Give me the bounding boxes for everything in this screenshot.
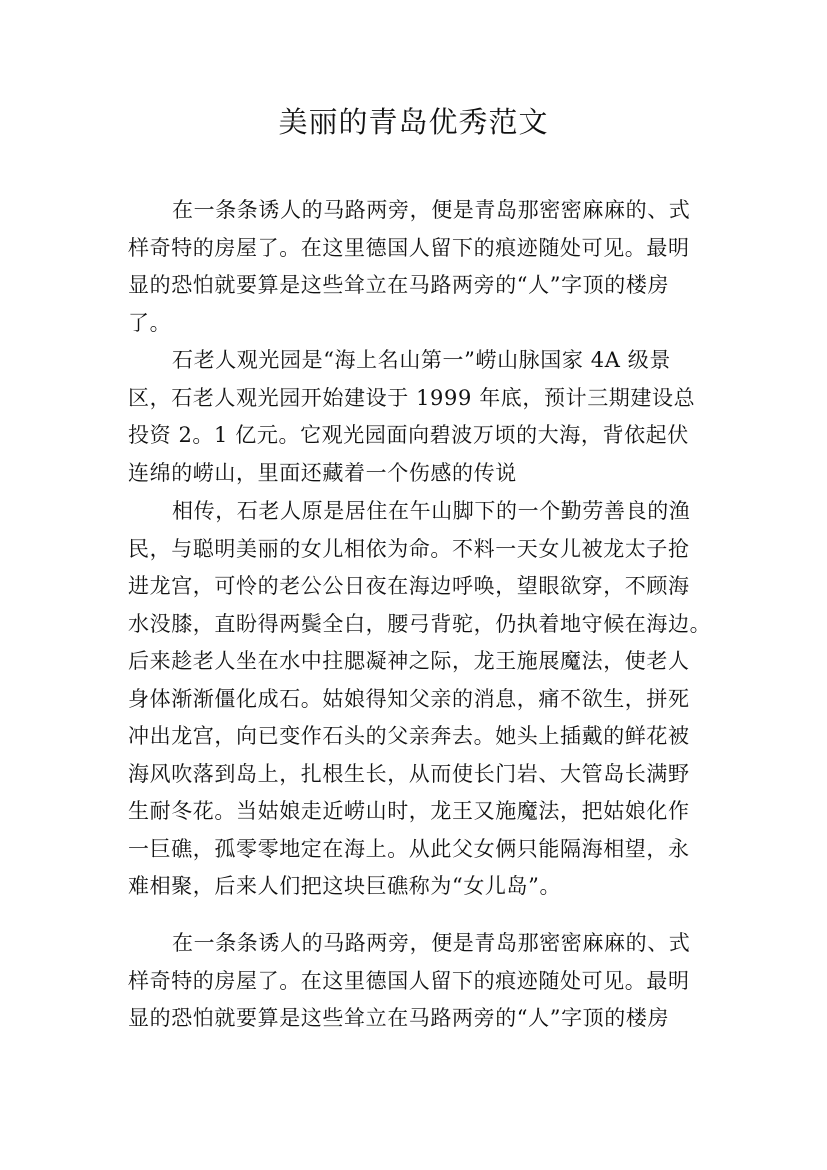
text-line: 投资 2。1 亿元。它观光园面向碧波万顷的大海，背依起伏: [128, 423, 689, 447]
text-line: 水没膝，直盼得两鬓全白，腰弓背驼，仍执着地守候在海边。: [128, 611, 712, 636]
paragraph-4: [128, 925, 700, 1038]
text-line: 身体渐渐僵化成石。姑娘得知父亲的消息，痛不欲生，拼死: [128, 686, 690, 711]
text-line: 一巨礁，孤零零地定在海上。从此父女俩只能隔海相望，永: [128, 836, 690, 861]
text-line: 民，与聪明美丽的女儿相依为命。不料一天女儿被龙太子抢: [128, 536, 690, 561]
text-line: 在一条条诱人的马路两旁，便是青岛那密密麻麻的、式: [172, 198, 691, 222]
paragraph-1: [128, 192, 700, 342]
text-line: 显的恐怕就要算是这些耸立在马路两旁的“人”字顶的楼房: [128, 273, 670, 297]
text-line: 显的恐怕就要算是这些耸立在马路两旁的“人”字顶的楼房: [128, 1006, 670, 1030]
text-line: 冲出龙宫，向已变作石头的父亲奔去。她头上插戴的鲜花被: [128, 724, 690, 748]
text-line: 连绵的崂山，里面还藏着一个伤感的传说: [128, 460, 517, 485]
text-line: 海风吹落到岛上，扎根生长，从而使长门岩、大管岛长满野: [128, 761, 690, 786]
paragraph-3: [128, 493, 712, 906]
text-line: 了。: [128, 310, 172, 335]
text-line: 石老人观光园是“海上名山第一”崂山脉国家 4A 级景: [172, 348, 671, 372]
text-line: 难相聚，后来人们把这块巨礁称为“女儿岛”。: [128, 874, 562, 898]
text-line: 样奇特的房屋了。在这里德国人留下的痕迹随处可见。最明: [128, 968, 690, 993]
document-title: 美丽的青岛优秀范文: [278, 105, 549, 139]
text-line: 相传，石老人原是居住在午山脚下的一个勤劳善良的渔: [172, 499, 691, 523]
text-line: 进龙宫，可怜的老公公日夜在海边呼唤，望眼欲穿，不顾海: [128, 574, 690, 598]
text-line: 生耐冬花。当姑娘走近崂山时，龙王又施魔法，把姑娘化作: [128, 799, 690, 823]
text-line: 后来趁老人坐在水中拄腮凝神之际，龙王施展魔法，使老人: [128, 649, 690, 673]
text-line: 区，石老人观光园开始建设于 1999 年底，预计三期建设总: [128, 385, 696, 410]
text-line: 在一条条诱人的马路两旁，便是青岛那密密麻麻的、式: [172, 931, 691, 955]
text-line: 样奇特的房屋了。在这里德国人留下的痕迹随处可见。最明: [128, 235, 690, 260]
paragraph-2: [128, 342, 700, 492]
